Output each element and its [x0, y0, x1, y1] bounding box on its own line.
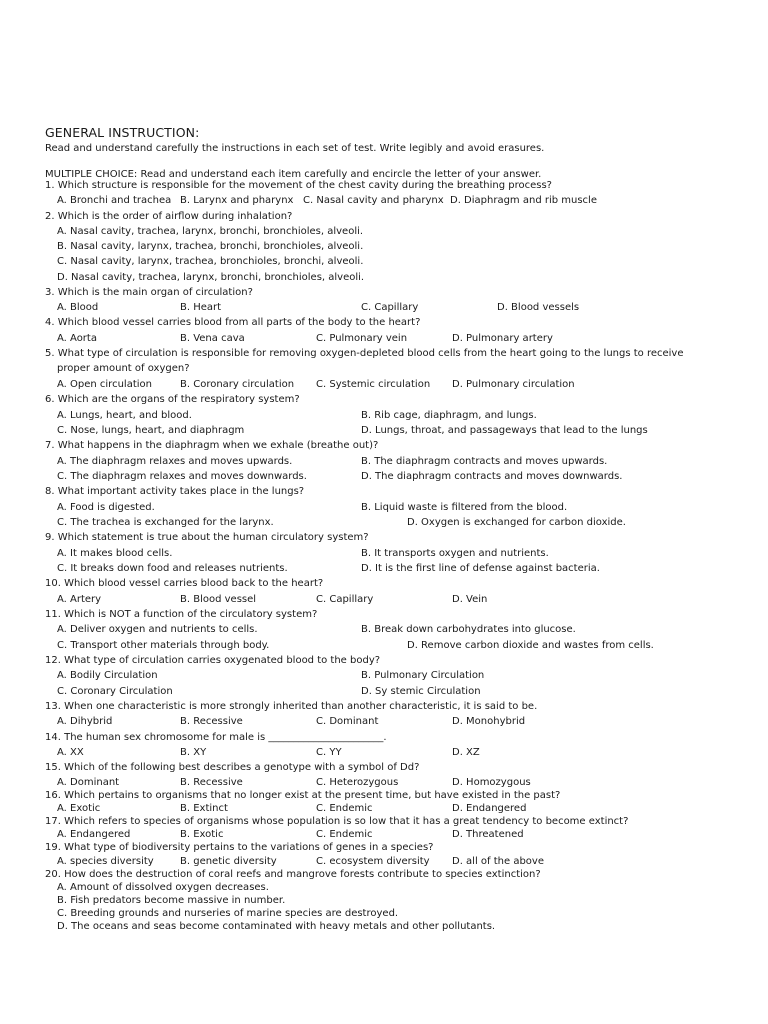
question-text: 17. Which refers to species of organisms whose population is so low that it has a great tendency to become extinct? — [45, 816, 629, 827]
answer-choice: A. XX — [57, 747, 84, 758]
answer-choice: A. Endangered — [57, 829, 131, 840]
answer-choice: B. Rib cage, diaphragm, and lungs. — [361, 410, 537, 421]
answer-choice: C. Nasal cavity and pharynx — [303, 195, 444, 206]
answer-choice: A. Blood — [57, 302, 99, 313]
question-text: 9. Which statement is true about the human circulatory system? — [45, 532, 369, 543]
answer-choice: C. Nasal cavity, larynx, trachea, bronchioles, bronchi, alveoli. — [57, 256, 364, 267]
question-text: 6. Which are the organs of the respiratory system? — [45, 394, 300, 405]
answer-choice: C. Endemic — [316, 829, 373, 840]
question-text: 8. What important activity takes place in the lungs? — [45, 486, 305, 497]
question-text: 16. Which pertains to organisms that no longer exist at the present time, but have existed in the past? — [45, 790, 561, 801]
answer-choice: A. Food is digested. — [57, 502, 155, 513]
multiple-choice-instruction: MULTIPLE CHOICE: Read and understand each item carefully and encircle the letter of your answer. — [45, 169, 542, 180]
answer-choice: C. Coronary Circulation — [57, 686, 173, 697]
answer-choice: D. Blood vessels — [497, 302, 580, 313]
answer-choice: A. Lungs, heart, and blood. — [57, 410, 192, 421]
answer-choice: B. Nasal cavity, larynx, trachea, bronchi, bronchioles, alveoli. — [57, 241, 364, 252]
answer-choice: B. It transports oxygen and nutrients. — [361, 548, 549, 559]
answer-choice: C. Heterozygous — [316, 777, 399, 788]
question-text: 19. What type of biodiversity pertains to the variations of genes in a species? — [45, 842, 434, 853]
answer-choice: D. The diaphragm contracts and moves downwards. — [361, 471, 623, 482]
general-instruction-text: Read and understand carefully the instructions in each set of test. Write legibly and avoid erasures. — [45, 143, 545, 154]
answer-choice: D. Vein — [452, 594, 488, 605]
answer-choice: B. Heart — [180, 302, 222, 313]
answer-choice: B. Pulmonary Circulation — [361, 670, 485, 681]
question-text: 15. Which of the following best describes a genotype with a symbol of Dd? — [45, 762, 420, 773]
answer-choice: C. YY — [316, 747, 342, 758]
answer-choice: B. Larynx and pharynx — [180, 195, 294, 206]
answer-choice: B. Break down carbohydrates into glucose. — [361, 624, 576, 635]
answer-choice: B. genetic diversity — [180, 856, 277, 867]
answer-choice: D. Nasal cavity, trachea, larynx, bronchi, bronchioles, alveoli. — [57, 272, 365, 283]
answer-choice: B. Vena cava — [180, 333, 245, 344]
answer-choice: A. Bronchi and trachea — [57, 195, 172, 206]
answer-choice: A. Exotic — [57, 803, 101, 814]
answer-choice: A. Amount of dissolved oxygen decreases. — [57, 882, 269, 893]
answer-choice: C. The diaphragm relaxes and moves downwards. — [57, 471, 307, 482]
answer-choice: C. Transport other materials through body. — [57, 640, 270, 651]
question-text: 1. Which structure is responsible for the movement of the chest cavity during the breathing process? — [45, 180, 552, 191]
answer-choice: A. Dominant — [57, 777, 120, 788]
general-instruction-heading: GENERAL INSTRUCTION: — [45, 125, 200, 140]
question-text: 12. What type of circulation carries oxygenated blood to the body? — [45, 655, 381, 666]
answer-choice: D. Pulmonary artery — [452, 333, 553, 344]
answer-choice: A. Dihybrid — [57, 716, 113, 727]
answer-choice: A. The diaphragm relaxes and moves upwards. — [57, 456, 293, 467]
answer-choice: D. Pulmonary circulation — [452, 379, 575, 390]
answer-choice: A. Deliver oxygen and nutrients to cells. — [57, 624, 258, 635]
answer-choice: D. Homozygous — [452, 777, 531, 788]
answer-choice: B. The diaphragm contracts and moves upwards. — [361, 456, 608, 467]
question-text: 20. How does the destruction of coral reefs and mangrove forests contribute to species extinction? — [45, 869, 541, 880]
answer-choice: A. species diversity — [57, 856, 154, 867]
question-text: 7. What happens in the diaphragm when we exhale (breathe out)? — [45, 440, 379, 451]
question-text: 2. Which is the order of airflow during inhalation? — [45, 211, 293, 222]
question-text: 10. Which blood vessel carries blood back to the heart? — [45, 578, 324, 589]
answer-choice: D. Threatened — [452, 829, 524, 840]
answer-choice: D. Lungs, throat, and passageways that lead to the lungs — [361, 425, 648, 436]
answer-choice: C. Pulmonary vein — [316, 333, 408, 344]
answer-choice: B. Liquid waste is filtered from the blood. — [361, 502, 568, 513]
question-text: 14. The human sex chromosome for male is _______________________. — [45, 732, 387, 743]
answer-choice: A. Aorta — [57, 333, 97, 344]
question-text: 4. Which blood vessel carries blood from all parts of the body to the heart? — [45, 317, 421, 328]
answer-choice: C. Nose, lungs, heart, and diaphragm — [57, 425, 245, 436]
answer-choice: D. Monohybrid — [452, 716, 526, 727]
answer-choice: A. Artery — [57, 594, 102, 605]
answer-choice: D. Diaphragm and rib muscle — [450, 195, 597, 206]
answer-choice: B. Blood vessel — [180, 594, 257, 605]
question-text: 3. Which is the main organ of circulation? — [45, 287, 253, 298]
question-text: 11. Which is NOT a function of the circulatory system? — [45, 609, 318, 620]
answer-choice: C. It breaks down food and releases nutrients. — [57, 563, 288, 574]
answer-choice: C. Capillary — [316, 594, 374, 605]
answer-choice: C. Endemic — [316, 803, 373, 814]
answer-choice: B. Coronary circulation — [180, 379, 295, 390]
answer-choice: D. The oceans and seas become contaminated with heavy metals and other pollutants. — [57, 921, 496, 932]
answer-choice: D. Endangered — [452, 803, 527, 814]
answer-choice: B. Exotic — [180, 829, 224, 840]
answer-choice: C. The trachea is exchanged for the larynx. — [57, 517, 274, 528]
answer-choice: A. Bodily Circulation — [57, 670, 158, 681]
answer-choice: C. ecosystem diversity — [316, 856, 430, 867]
answer-choice: C. Breeding grounds and nurseries of marine species are destroyed. — [57, 908, 399, 919]
answer-choice: D. It is the first line of defense against bacteria. — [361, 563, 600, 574]
answer-choice: C. Capillary — [361, 302, 419, 313]
answer-choice: D. Oxygen is exchanged for carbon dioxide. — [407, 517, 626, 528]
answer-choice: B. Fish predators become massive in number. — [57, 895, 286, 906]
answer-choice: A. Nasal cavity, trachea, larynx, bronchi, bronchioles, alveoli. — [57, 226, 364, 237]
answer-choice: A. Open circulation — [57, 379, 152, 390]
answer-choice: D. Sy stemic Circulation — [361, 686, 481, 697]
answer-choice: D. all of the above — [452, 856, 544, 867]
answer-choice: B. Recessive — [180, 777, 243, 788]
answer-choice: C. Systemic circulation — [316, 379, 431, 390]
answer-choice: B. XY — [180, 747, 207, 758]
answer-choice: proper amount of oxygen? — [57, 363, 190, 374]
answer-choice: B. Extinct — [180, 803, 228, 814]
answer-choice: A. It makes blood cells. — [57, 548, 173, 559]
question-text: 5. What type of circulation is responsible for removing oxygen-depleted blood cells from the heart going to the lungs to receive — [45, 348, 684, 359]
answer-choice: C. Dominant — [316, 716, 379, 727]
answer-choice: D. Remove carbon dioxide and wastes from cells. — [407, 640, 654, 651]
answer-choice: D. XZ — [452, 747, 480, 758]
answer-choice: B. Recessive — [180, 716, 243, 727]
question-text: 13. When one characteristic is more strongly inherited than another characteristic, it is said to be. — [45, 701, 538, 712]
